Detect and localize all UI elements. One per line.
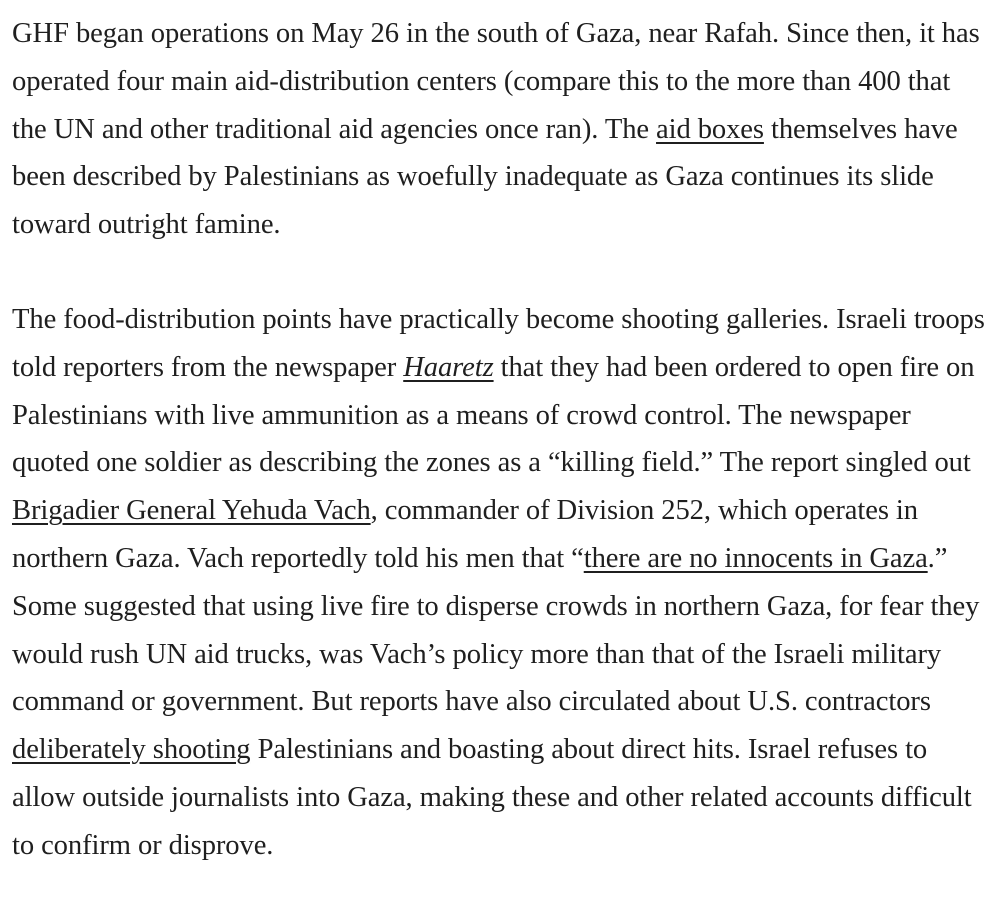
text-segment: that they had been ordered to open fire on Palestinians with live ammunition as a means of crowd control. The newspaper quoted one soldier as describing the zones as a “killing field.” The report singled out	[12, 351, 975, 479]
paragraph-shooting-galleries	[12, 296, 987, 870]
text-segment: The food-distribution points have practically become shooting galleries. Israeli troops told reporters from the newspaper	[12, 303, 985, 383]
link-haaretz[interactable]: Haaretz	[403, 351, 494, 383]
link-brigadier-general-yehuda-vach[interactable]: Brigadier General Yehuda Vach	[12, 495, 371, 527]
text-segment: , commander of Division 252, which operates in northern Gaza. Vach reportedly told his men that “	[12, 495, 918, 574]
text-segment: themselves have been described by Palestinians as woefully inadequate as Gaza continues its slide toward outright famine.	[12, 113, 958, 241]
article-body	[12, 10, 987, 870]
text-segment: .” Some suggested that using live fire to disperse crowds in northern Gaza, for fear they would rush UN aid trucks, was Vach’s policy more than that of the Israeli military command or government. But reports have also circulated about U.S. contractors	[12, 542, 980, 718]
paragraph-ghf-operations	[12, 10, 987, 249]
text-segment: GHF began operations on May 26 in the south of Gaza, near Rafah. Since then, it has operated four main aid-distribution centers (compare this to the more than 400 that the UN and other traditional aid agencies once ran). The	[12, 18, 980, 145]
text-segment: Palestinians and boasting about direct hits. Israel refuses to allow outside journalists into Gaza, making these and other related accounts difficult to confirm or disprove.	[12, 734, 972, 861]
link-aid-boxes[interactable]: aid boxes	[656, 113, 764, 145]
link-no-innocents-in-gaza[interactable]: there are no innocents in Gaza	[583, 542, 928, 574]
link-deliberately-shooting[interactable]: deliberately shooting	[12, 734, 251, 766]
